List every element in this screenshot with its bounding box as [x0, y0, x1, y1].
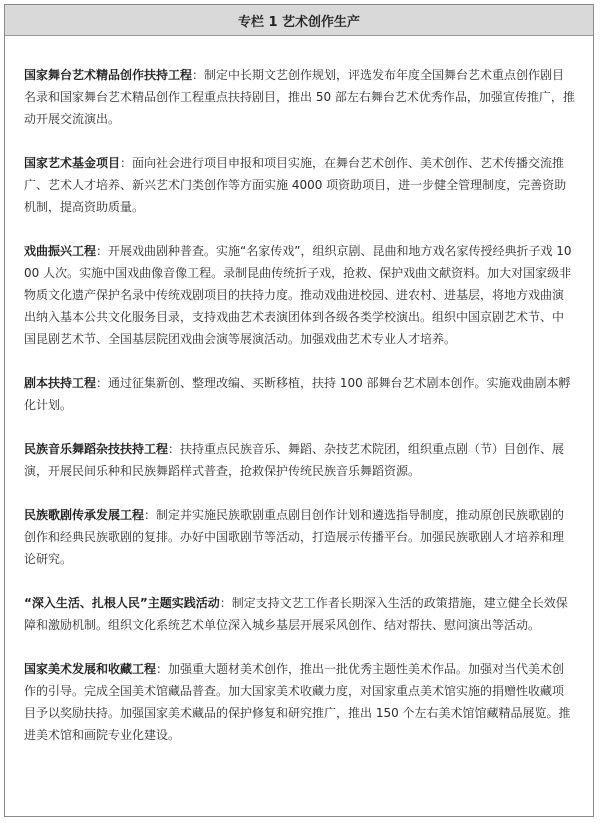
- section-heading: 戏曲振兴工程: [24, 244, 97, 258]
- section-heading: 剧本扶持工程: [24, 376, 97, 390]
- section-body: ：通过征集新创、整理改编、买断移植，扶持 100 部舞台艺术剧本创作。实施戏曲剧本孵化计划。: [24, 376, 571, 412]
- section-body: ：加强重大题材美术创作，推出一批优秀主题性美术作品。加强对当代美术创作的引导。完成全国美术馆藏品普查。加大国家美术收藏力度，对国家重点美术馆实施的捐赠性收藏项目予以奖励扶持。加强国家美术藏品的保护修复和研究推广，推出 150 个左右美术馆馆藏精品展览。推进美术馆和画院专业化建设。: [24, 662, 571, 742]
- section-body: ：制定支持文艺工作者长期深入生活的政策措施，建立健全长效保障和激励机制。组织文化系统艺术单位深入城乡基层开展采风创作、结对帮扶、慰问演出等活动。: [24, 596, 568, 632]
- section-practice-campaign: [24, 592, 575, 636]
- section-heading: 国家美术发展和收藏工程: [24, 662, 157, 676]
- section-body: ：制定并实施民族歌剧重点剧目创作计划和遴选指导制度，推动原创民族歌剧的创作和经典民族歌剧的复排。办好中国歌剧节等活动，打造展示传播平台。加强民族歌剧人才培养和理论研究。: [24, 508, 565, 566]
- section-body: ：扶持重点民族音乐、舞蹈、杂技艺术院团，组织重点剧（节）目创作、展演，开展民间乐种和民族舞蹈样式普查，抢救保护传统民族音乐舞蹈资源。: [24, 442, 565, 478]
- section-opera-revival: [24, 240, 575, 350]
- section-body: ：制定中长期文艺创作规划，评选发布年度全国舞台艺术重点创作剧目名录和国家舞台艺术精品创作工程重点扶持剧目，推出 50 部左右舞台艺术优秀作品，加强宣传推广，推动开展交流演出。: [24, 68, 575, 126]
- section-folk-music-dance: [24, 438, 575, 482]
- section-fine-arts: [24, 658, 575, 746]
- section-body: ：面向社会进行项目申报和项目实施，在舞台艺术创作、美术创作、艺术传播交流推广、艺术人才培养、新兴艺术门类创作等方面实施 4000 项资助项目，进一步健全管理制度，完善资助机制，提高资助质量。: [24, 156, 567, 214]
- section-heading: 国家艺术基金项目: [24, 156, 121, 170]
- content-area: [5, 36, 593, 746]
- section-heading: “深入生活、扎根人民”主题实践活动: [24, 596, 220, 610]
- section-stage-art: [24, 64, 575, 130]
- section-heading: 民族音乐舞蹈杂技扶持工程: [24, 442, 169, 456]
- section-heading: 民族歌剧传承发展工程: [24, 508, 145, 522]
- section-art-fund: [24, 152, 575, 218]
- section-heading: 国家舞台艺术精品创作扶持工程: [24, 68, 193, 82]
- sidebar-box: [4, 4, 594, 817]
- section-national-opera: [24, 504, 575, 570]
- title-bar: [5, 5, 593, 36]
- box-title: 专栏 1 艺术创作生产: [237, 14, 361, 30]
- section-body: ：开展戏曲剧种普查。实施“名家传戏”，组织京剧、昆曲和地方戏名家传授经典折子戏 1000 人次。实施中国戏曲像音像工程。录制昆曲传统折子戏，抢救、保护戏曲文献资料。加大对国家级非物质文化遗产保护名录中传统戏剧项目的扶持力度。推动戏曲进校园、进农村、进基层，将地方戏曲演出纳入基本公共文化服务目录，支持戏曲艺术表演团体到各级各类学校演出。组织中国京剧艺术节、中国昆剧艺术节、全国基层院团戏曲会演等展演活动。加强戏曲艺术专业人才培养。: [24, 244, 572, 346]
- section-script-support: [24, 372, 575, 416]
